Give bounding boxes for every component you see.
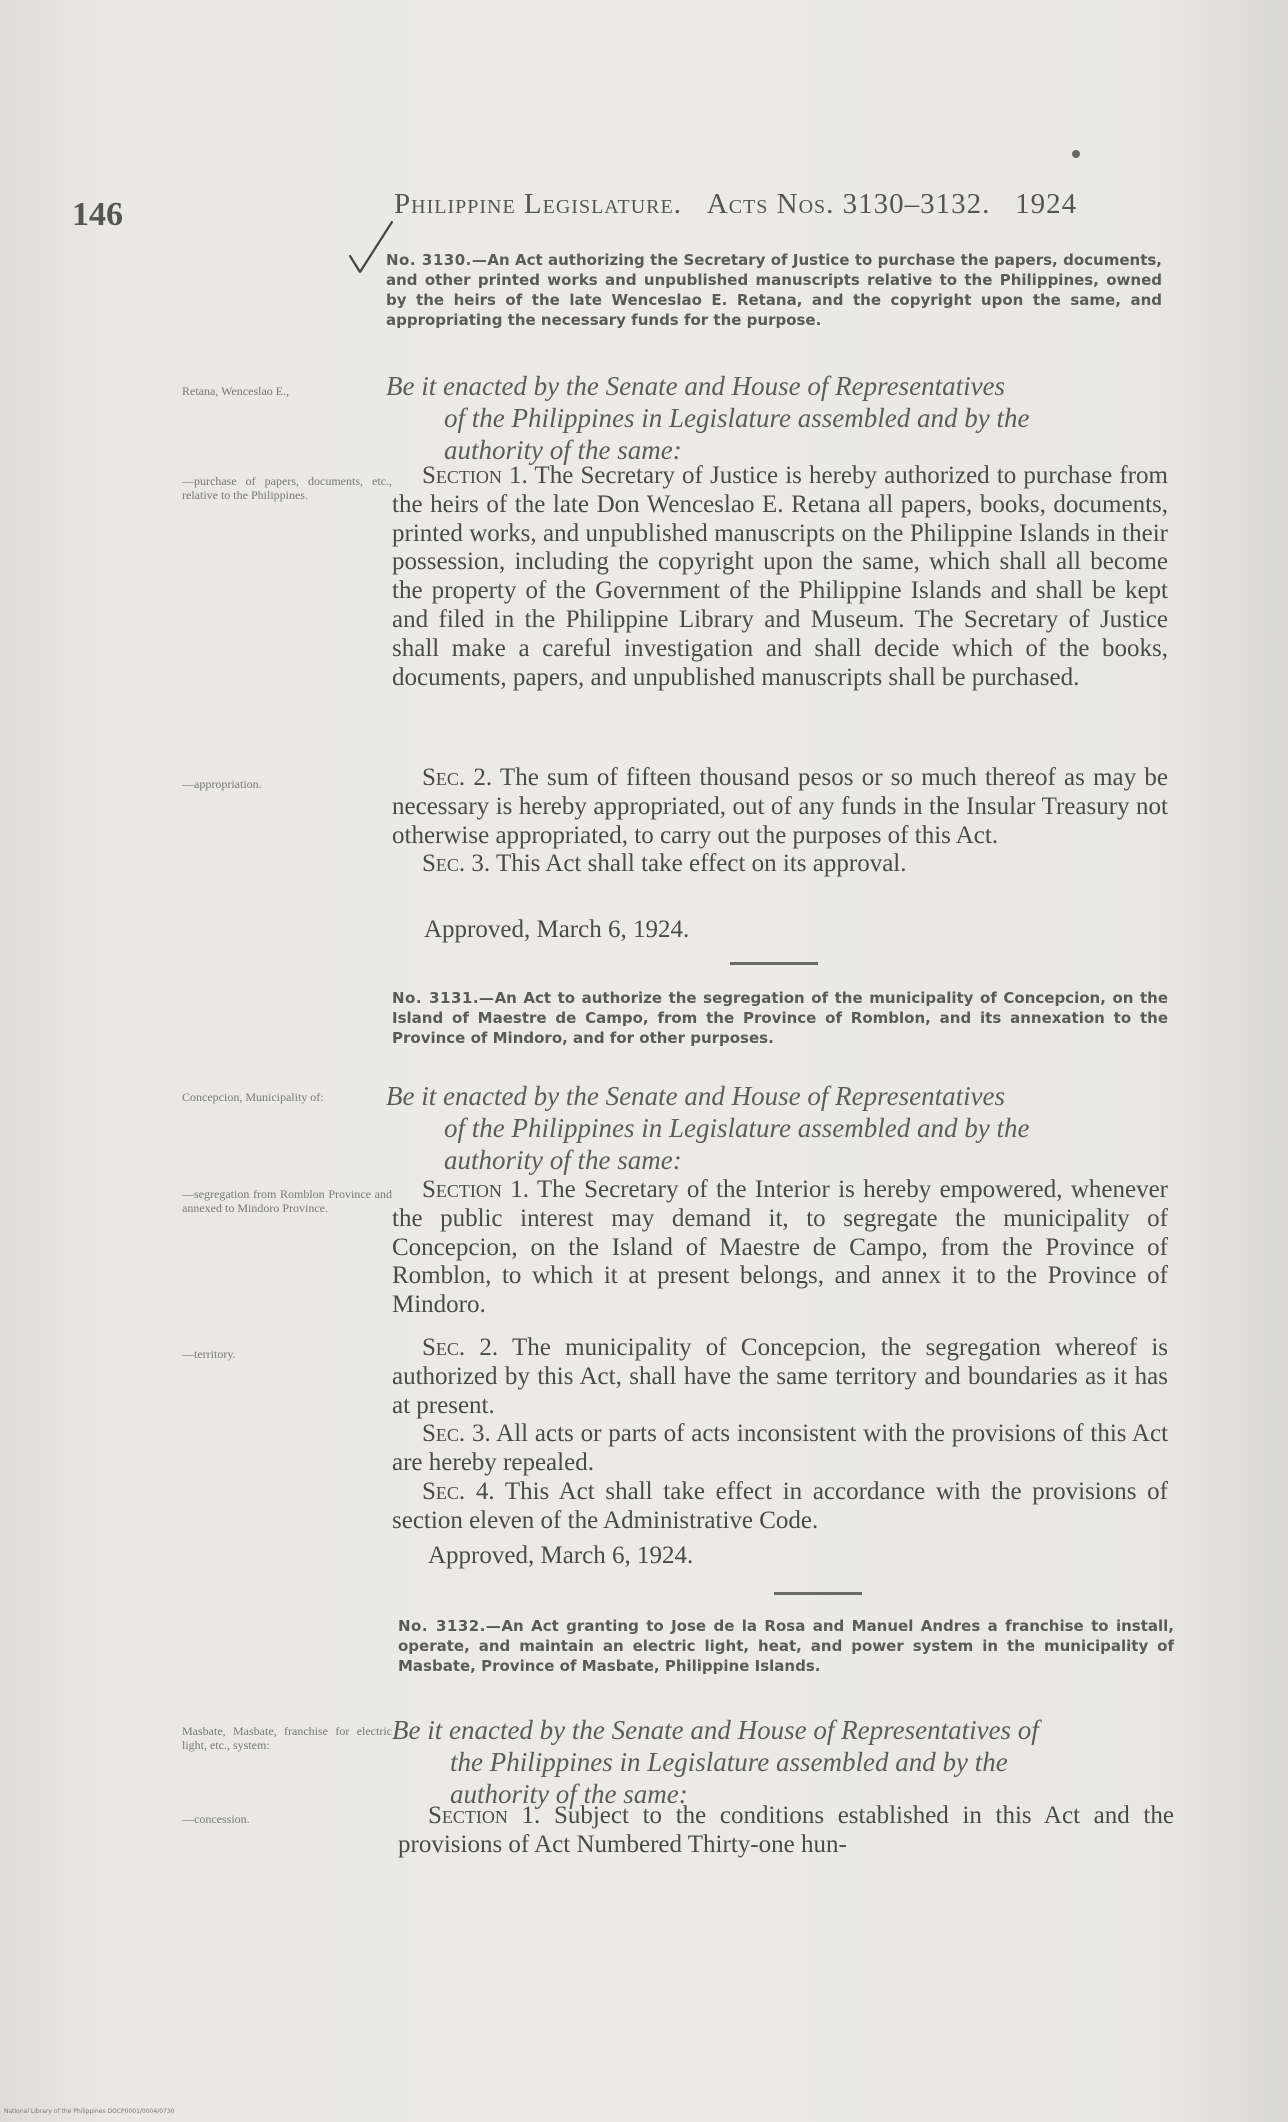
act-3131-title-text: An Act to authorize the segregation of the municipality of Concepcion, on the Island of Maestre de Campo, from the Province of Romblon, and its annexation to the Province of Mindoro, and for other purposes. — [392, 989, 1168, 1047]
act-3132-number: No. 3132.— — [398, 1617, 502, 1635]
act-3130-number: No. 3130.— — [386, 251, 488, 269]
act-3132-enacting-clause: Be it enacted by the Senate and House of Representatives of the Philippines in Legislature assembled and by the authority of the same: — [392, 1715, 1039, 1809]
act-3132-sidenote-concession: —concession. — [182, 1812, 250, 1826]
act-3132-title — [398, 1616, 1174, 1676]
act-3132-section-1: Section 1. Subject to the conditions established in this Act and the provisions of Act Numbered Thirty-one hun- — [398, 1802, 1174, 1858]
section-label: Sec. 2. — [422, 1334, 499, 1361]
act-3130-sections-2-3: Sec. 2. The sum of fifteen thousand pesos or so much thereof as may be necessary is hereby appropriated, out of any funds in the Insular Treasury not otherwise appropriated, to carry out the purposes of this Act. Sec. 3. This Act shall take effect on its approval. — [392, 764, 1168, 878]
section-label: Section 1. — [428, 1802, 541, 1829]
act-3131-section-1: Section 1. The Secretary of the Interior is hereby empowered, whenever the public interest may demand it, to segregate the municipality of Concepcion, on the Island of Maestre de Campo, from the Province of Romblon, to which it at present belongs, and annex it to the Province of Mindoro. — [392, 1176, 1168, 1319]
act-3132-title-text: An Act granting to Jose de la Rosa and Manuel Andres a franchise to install, operate, and maintain an electric light, heat, and power system in the municipality of Masbate, Province of Masbate, Philippine Islands. — [398, 1617, 1175, 1675]
running-head-middle: Acts Nos. 3130–3132. — [706, 188, 991, 220]
section-label: Sec. 2. — [422, 764, 493, 791]
act-3130-sidenote-appropriation: —appropriation. — [182, 777, 262, 791]
section-label: Sec. 4. — [422, 1477, 495, 1505]
running-head-left: Philippine Legislature. — [394, 188, 682, 220]
act-3131-sidenote-subject: Concepcion, Municipality of: — [182, 1090, 324, 1104]
act-3131-sections-2-4: Sec. 2. The municipality of Concepcion, the segregation whereof is authorized by this Act, shall have the same territory and boundaries as it has at present. Sec. 3. All acts or parts of acts inconsistent with the provisions of this Act are hereby repealed. Sec. 4. This Act shall take effect in accordance with the provisions of section eleven of the Administrative Code. — [392, 1334, 1169, 1534]
section-divider — [730, 962, 818, 965]
act-3131-number: No. 3131.— — [392, 989, 495, 1007]
running-head-year: 1924 — [1015, 188, 1078, 220]
section-label: Sec. 3. — [422, 1420, 491, 1448]
act-3130-sidenote-purchase: —purchase of papers, documents, etc., relative to the Philippines. — [182, 474, 392, 502]
act-3130-approved: Approved, March 6, 1924. — [424, 916, 690, 943]
act-3130-title — [386, 250, 1162, 330]
running-head — [394, 188, 1144, 221]
act-3131-enacting-clause: Be it enacted by the Senate and House of Representatives of the Philippines in Legislature assembled and by the authority of the same: — [386, 1081, 1030, 1175]
scan-footer: National Library of the Philippines DOCP0001/0004/0730 — [4, 2108, 175, 2115]
act-3131-sidenote-territory: —territory. — [182, 1347, 236, 1361]
act-3131-title — [392, 988, 1168, 1048]
act-3131-sidenote-segregation: —segregation from Romblon Province and annexed to Mindoro Province. — [182, 1187, 392, 1215]
ink-speck — [1072, 150, 1080, 158]
page-number: 146 — [72, 196, 123, 233]
section-label: Section 1. — [422, 1176, 529, 1203]
section-divider — [774, 1592, 862, 1595]
act-3130-sidenote-subject: Retana, Wenceslao E., — [182, 384, 290, 398]
act-3131-approved: Approved, March 6, 1924. — [428, 1542, 694, 1569]
act-3130-section-1: Section 1. The Secretary of Justice is hereby authorized to purchase from the heirs of the late Don Wenceslao E. Retana all papers, books, documents, printed works, and unpublished manuscripts on the Philippine Islands in their possession, including the copyright upon the same, which shall all become the property of the Government of the Philippine Islands and shall be kept and filed in the Philippine Library and Museum. The Secretary of Justice shall make a careful investigation and shall decide which of the books, documents, papers, and unpublished manuscripts shall be purchased. — [392, 462, 1168, 691]
section-label: Section 1. — [422, 462, 528, 489]
act-3130-enacting-clause: Be it enacted by the Senate and House of Representatives of the Philippines in Legislature assembled and by the authority of the same: — [386, 371, 1030, 465]
act-3130-title-text: An Act authorizing the Secretary of Justice to purchase the papers, documents, and other printed works and unpublished manuscripts relative to the Philippines, owned by the heirs of the late Wenceslao E. Retana, and the copyright upon the same, and appropriating the necessary funds for the purpose. — [386, 251, 1162, 329]
act-3132-sidenote-subject: Masbate, Masbate, franchise for electric light, etc., system: — [182, 1724, 392, 1752]
section-label: Sec. 3. — [422, 850, 491, 878]
